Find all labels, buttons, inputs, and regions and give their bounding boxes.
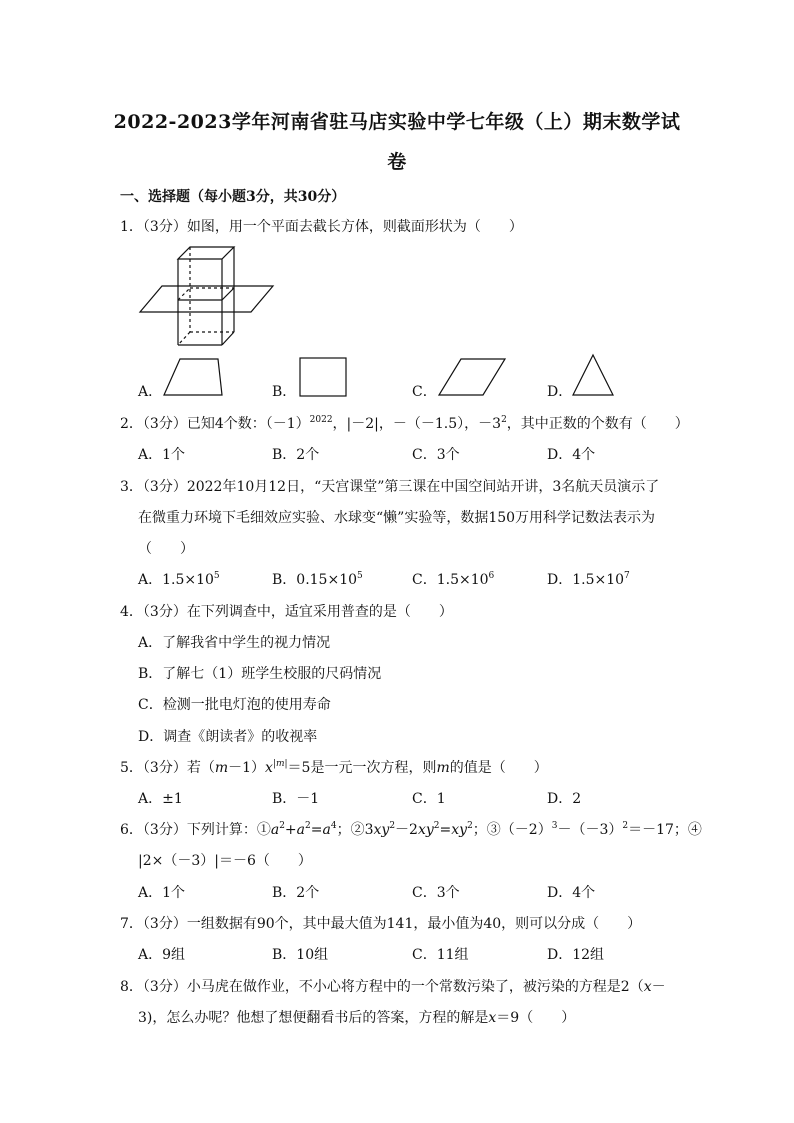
q7-option-a[interactable]: A．9组 [138, 947, 186, 963]
exam-title-line1: 2022-2023学年河南省驻马店实验中学七年级（上）期末数学试 [113, 111, 681, 133]
question-5-stem: 5．（3分）若$(m-1)x^{|m|}=5$是一元一次方程，则m的值是（ ） [120, 759, 548, 776]
section-heading: 一、选择题（每小题3分，共30分） [120, 189, 346, 205]
triangle-icon [572, 353, 616, 397]
cuboid-cut-figure [138, 244, 278, 346]
q5-option-d[interactable]: D．2 [547, 791, 582, 807]
question-3-line1: 3．（3分）2022年10月12日，“天宫课堂”第三课在中国空间站开讲，3名航天员演示了 [120, 479, 660, 495]
q6-option-c[interactable]: C．3个 [412, 885, 460, 901]
question-3-line2: 在微重力环境下毛细效应实验、水球变“懒”实验等，数据150万用科学记数法表示为 [138, 510, 656, 526]
q5-option-b[interactable]: B．－1 [272, 791, 320, 807]
q7-option-d[interactable]: D．12组 [547, 947, 605, 963]
parallelogram-icon [437, 357, 507, 397]
q2-option-d[interactable]: D．4个 [547, 447, 596, 463]
question-6-line1: 6．（3分）下列计算：$①a^2+a^2=a^4$；$②3xy^2-2xy^2=xy^2$；$③(-2)^3-(-3)^2=-17$；④ [120, 821, 702, 838]
q5-option-a[interactable]: A．±1 [138, 791, 183, 807]
q6-option-d[interactable]: D．4个 [547, 885, 596, 901]
q6-option-b[interactable]: B．2个 [272, 885, 320, 901]
question-3-line3: （ ） [138, 541, 194, 557]
q7-option-c[interactable]: C．11组 [412, 947, 469, 963]
question-1-stem: 1．（3分）如图，用一个平面去截长方体，则截面形状为（ ） [120, 219, 523, 235]
q1-option-d[interactable]: D． [547, 384, 573, 400]
question-2-stem: 2．（3分）已知4个数：$(-1)^{2022}$，|－2|，－（－1.5），$-3^2$，其中正数的个数有（ ） [120, 415, 689, 432]
q2-option-a[interactable]: A．1个 [138, 447, 186, 463]
q3-option-a[interactable]: A．$1.5\times 10^5$ [138, 571, 220, 588]
question-8-line1: 8．（3分）小马虎在做作业，不小心将方程中的一个常数污染了，被污染的方程是2（x－ [120, 979, 666, 995]
square-icon [299, 357, 347, 397]
q3-option-d[interactable]: D．$1.5\times 10^7$ [547, 571, 630, 588]
q1-option-c[interactable]: C． [412, 384, 437, 400]
q4-option-d[interactable]: D．调查《朗读者》的收视率 [138, 729, 318, 745]
q4-option-b[interactable]: B．了解七（1）班学生校服的尺码情况 [138, 666, 382, 682]
q3-option-c[interactable]: C．$1.5\times 10^6$ [412, 571, 495, 588]
trapezoid-icon [162, 357, 224, 397]
q6-option-a[interactable]: A．1个 [138, 885, 186, 901]
q4-option-c[interactable]: C．检测一批电灯泡的使用寿命 [138, 697, 331, 713]
q4-option-a[interactable]: A．了解我省中学生的视力情况 [138, 635, 331, 651]
q1-option-a[interactable]: A． [138, 384, 163, 400]
q5-option-c[interactable]: C．1 [412, 791, 446, 807]
q7-option-b[interactable]: B．10组 [272, 947, 329, 963]
question-4-stem: 4．（3分）在下列调查中，适宜采用普查的是（ ） [120, 604, 453, 620]
q2-option-b[interactable]: B．2个 [272, 447, 320, 463]
q3-option-b[interactable]: B．$0.15\times 10^5$ [272, 571, 363, 588]
q2-option-c[interactable]: C．3个 [412, 447, 460, 463]
q1-option-b[interactable]: B． [272, 384, 297, 400]
exam-title-line2: 卷 [387, 151, 407, 173]
question-6-line2: |2×（－3）|＝－6（ ） [138, 853, 312, 869]
question-8-line2: 3)，怎么办呢？他想了想便翻看书后的答案，方程的解是x＝9（ ） [138, 1010, 576, 1026]
question-7-stem: 7．（3分）一组数据有90个，其中最大值为141，最小值为40，则可以分成（ ） [120, 916, 642, 932]
